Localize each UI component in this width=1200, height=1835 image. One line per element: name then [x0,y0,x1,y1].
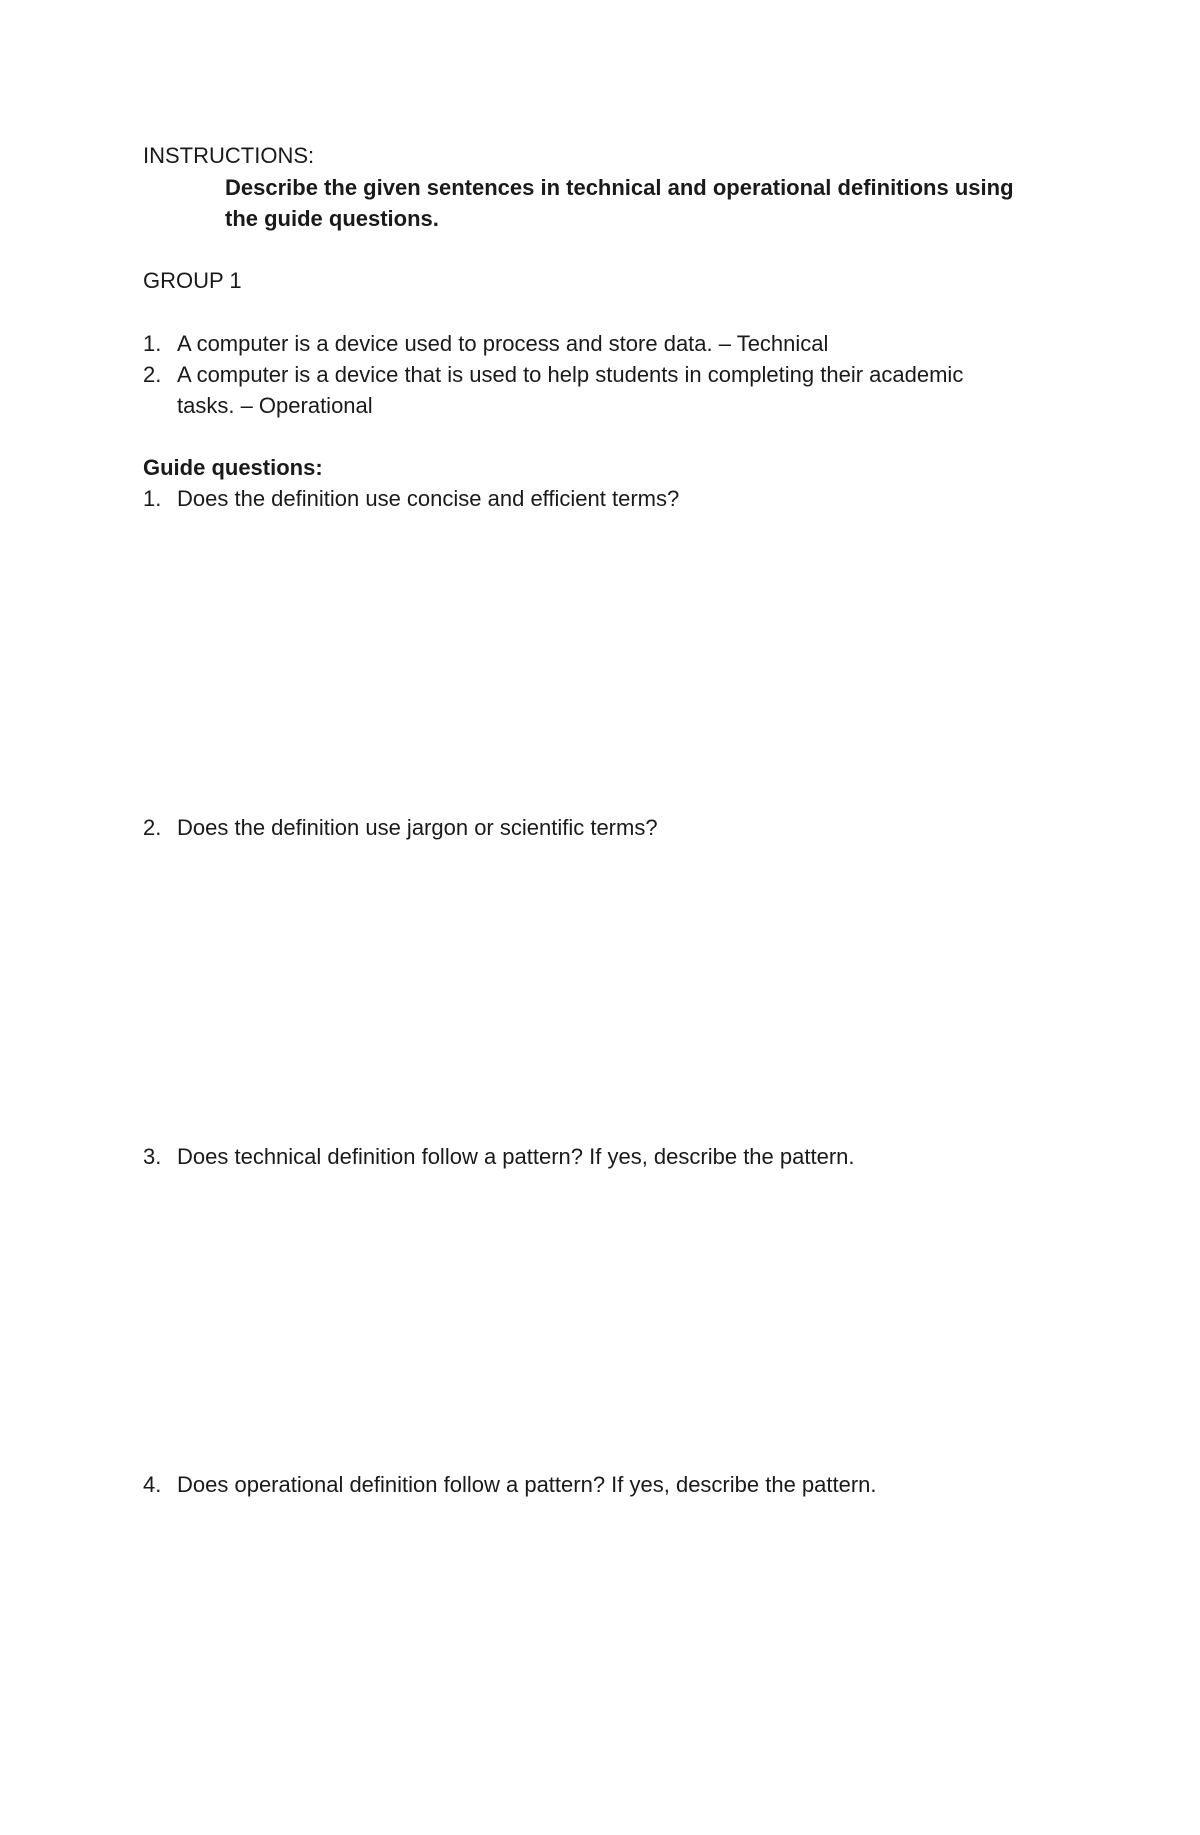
group-item-number: 2. [143,362,162,387]
instructions-heading: INSTRUCTIONS: [143,143,315,168]
group-item-text: A computer is a device used to process and store data. – Technical [177,331,829,356]
guide-question-text: Does operational definition follow a pattern? If yes, describe the pattern. [177,1472,877,1497]
guide-questions-heading: Guide questions: [143,455,323,480]
instructions-text-line-1: Describe the given sentences in technical and operational definitions using [225,175,1014,200]
guide-question-text: Does technical definition follow a pattern? If yes, describe the pattern. [177,1144,855,1169]
guide-question-text: Does the definition use concise and efficient terms? [177,486,680,511]
group-item-text: A computer is a device that is used to help students in completing their academic [177,362,964,387]
guide-question-number: 2. [143,815,162,840]
group-heading: GROUP 1 [143,268,242,293]
group-item-number: 1. [143,331,162,356]
instructions-text-line-2: the guide questions. [225,206,439,231]
guide-question-number: 4. [143,1472,162,1497]
guide-question-number: 1. [143,486,162,511]
guide-question-number: 3. [143,1144,162,1169]
guide-question-text: Does the definition use jargon or scientific terms? [177,815,658,840]
group-item-text-continued: tasks. – Operational [177,393,373,418]
